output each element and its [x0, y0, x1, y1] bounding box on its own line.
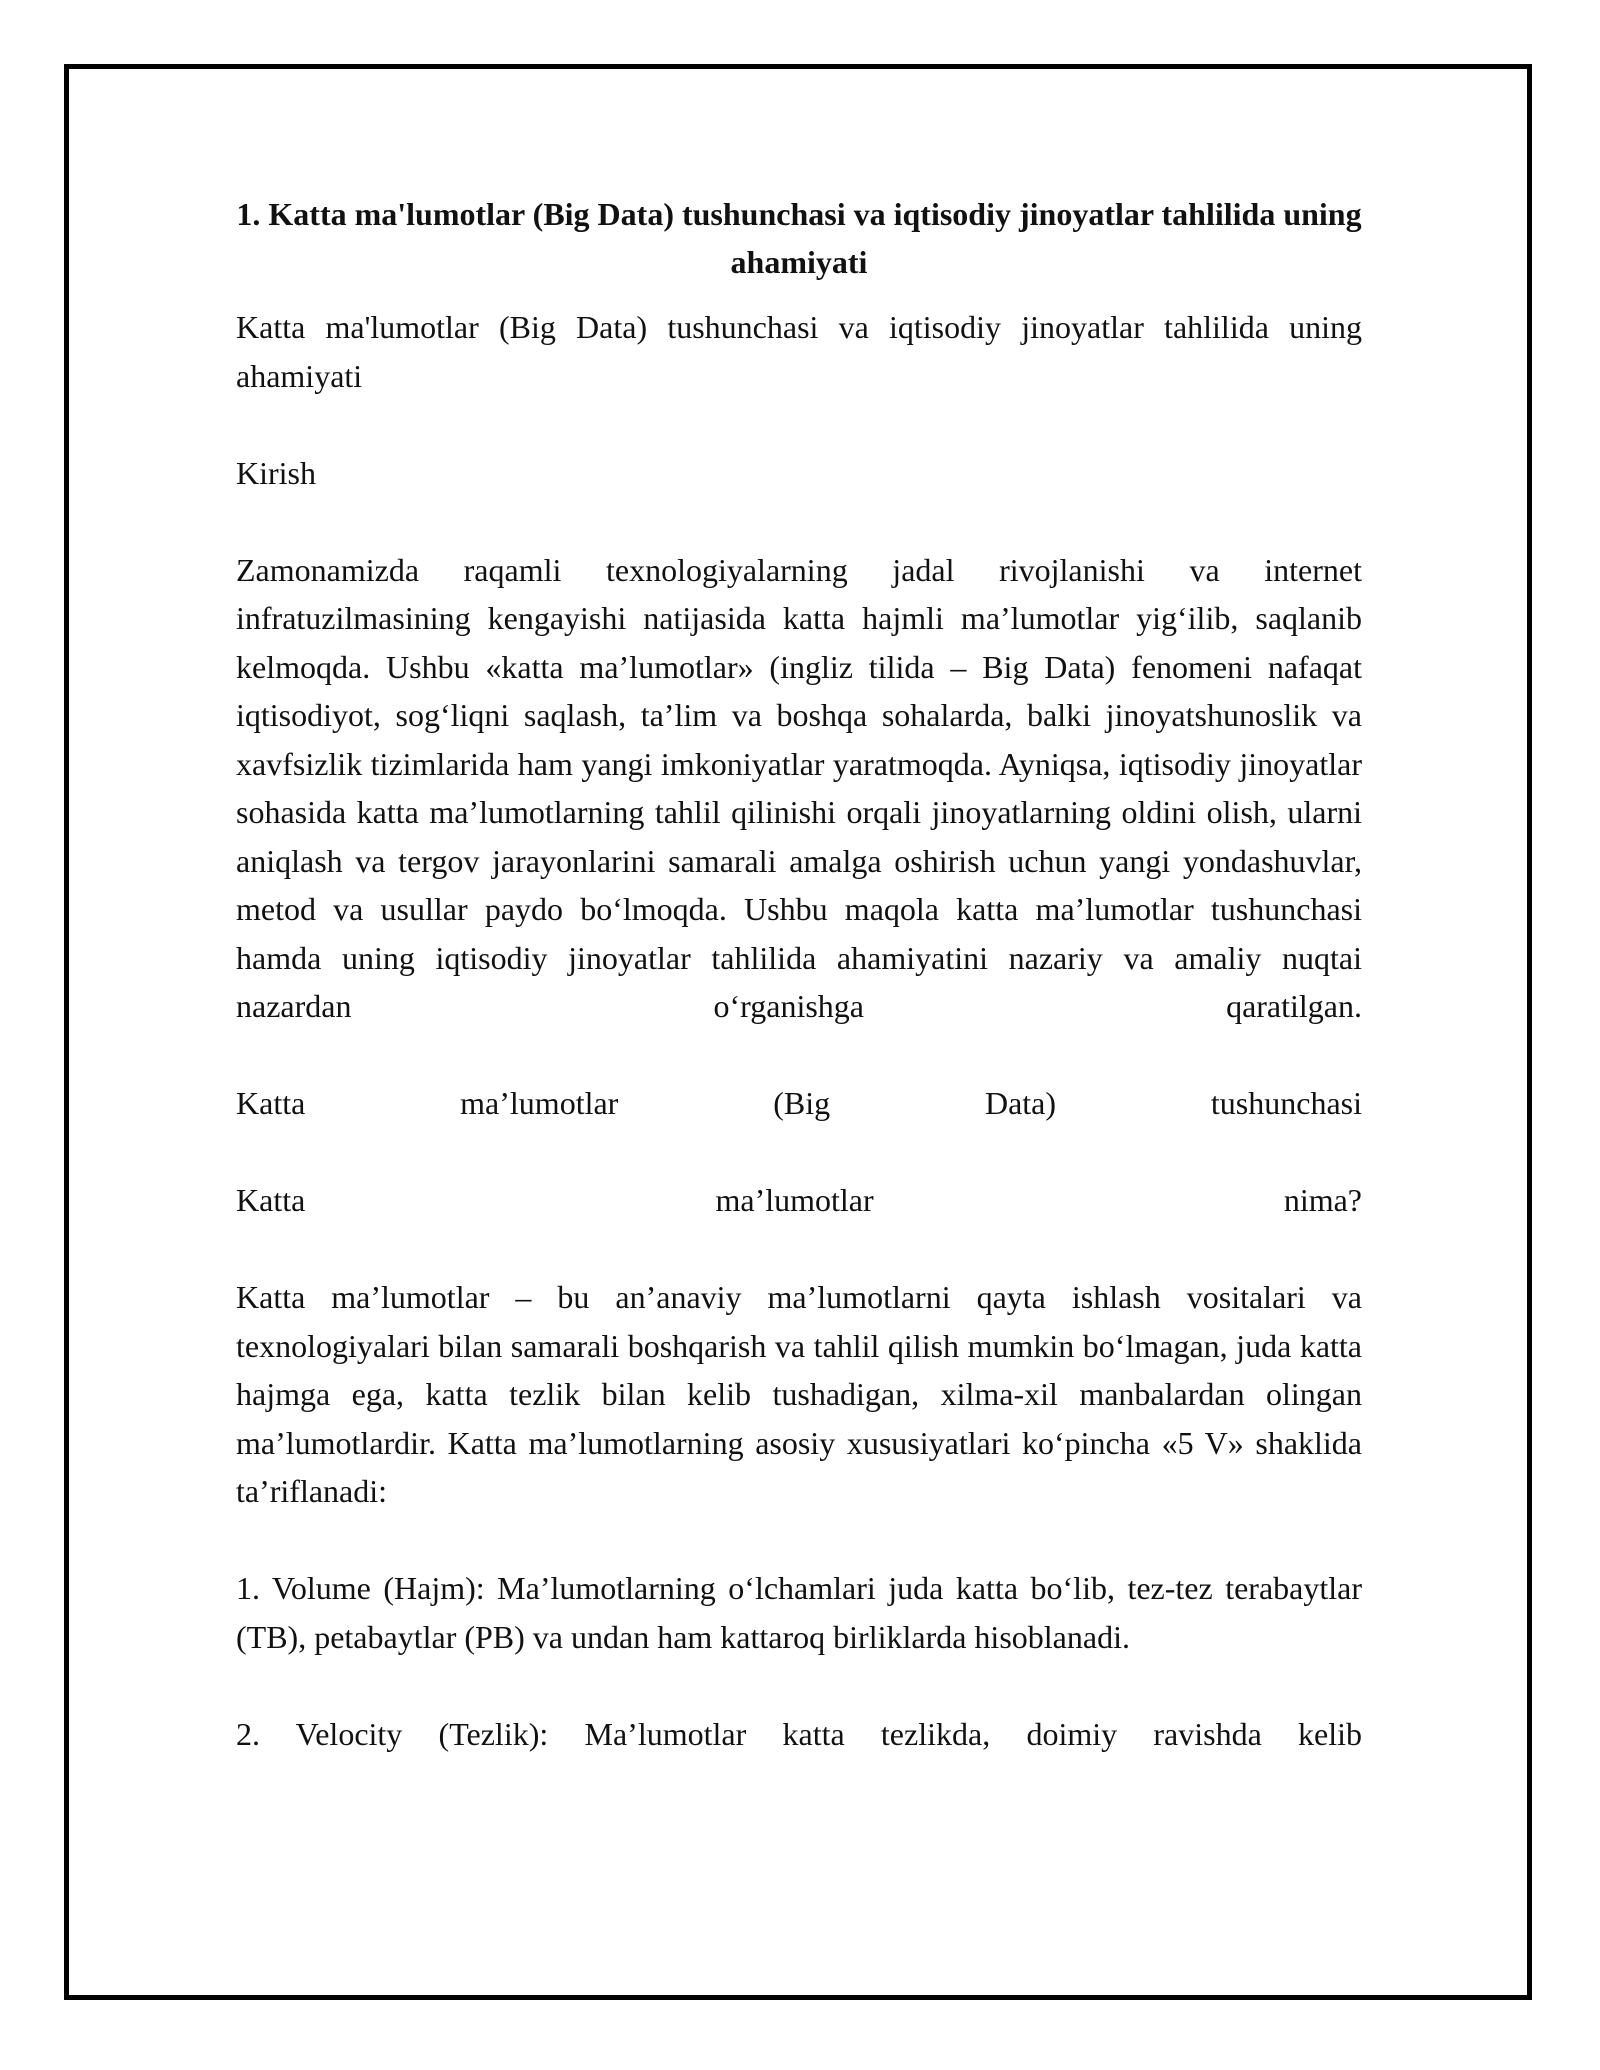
paragraph-section-heading: Katta ma’lumotlar (Big Data) tushunchasi — [236, 1085, 1362, 1121]
paragraph-velocity: 2. Velocity (Tezlik): Ma’lumotlar katta tezlikda, doimiy ravishda kelib — [236, 1715, 1362, 1752]
paragraph-kirish: Kirish — [236, 454, 316, 491]
paragraph-definition: Katta ma’lumotlar – bu an’anaviy ma’lumotlarni qayta ishlash vositalari va texnologiyalari bilan samarali boshqarish va tahlil qilish mumkin bo‘lmagan, juda katta hajmga ega, katta tezlik bilan kelib tushadigan, xilma-xil manbalardan olingan ma’lumotlardir. Katta ma’lumotlarning asosiy xususiyatlari ko‘pincha «5 V» shaklida ta’riflanadi: — [236, 1279, 1362, 1509]
document-body — [236, 190, 1362, 1807]
paragraph-volume: 1. Volume (Hajm): Ma’lumotlarning o‘lchamlari juda katta bo‘lib, tez-tez terabaytlar (TB), petabaytlar (PB) va undan ham kattaroq birliklarda hisoblanadi. — [236, 1570, 1362, 1655]
paragraph-intro: Zamonamizda raqamli texnologiyalarning jadal rivojlanishi va internet infratuzilmasining kengayishi natijasida katta hajmli ma’lumotlar yig‘ilib, saqlanib kelmoqda. Ushbu «katta ma’lumotlar» (ingliz tilida – Big Data) fenomeni nafaqat iqtisodiyot, sog‘liqni saqlash, ta’lim va boshqa sohalarda, balki jinoyatshunoslik va xavfsizlik tizimlarida ham yangi imkoniyatlar yaratmoqda. Ayniqsa, iqtisodiy jinoyatlar sohasida katta ma’lumotlarning tahlil qilinishi orqali jinoyatlarning oldini olish, ularni aniqlash va tergov jarayonlarini samarali amalga oshirish uchun yangi yondashuvlar, metod va usullar paydo bo‘lmoqda. Ushbu maqola katta ma’lumotlar tushunchasi hamda uning iqtisodiy jinoyatlar tahlilida ahamiyatini nazariy va amaliy nuqtai nazardan o‘rganishga qaratilgan. — [236, 551, 1362, 1024]
paragraph-subtitle: Katta ma'lumotlar (Big Data) tushunchasi va iqtisodiy jinoyatlar tahlilida uning ahamiyati — [236, 309, 1362, 394]
document-title: 1. Katta ma'lumotlar (Big Data) tushunchasi va iqtisodiy jinoyatlar tahlilida uning ahamiyati — [236, 196, 1362, 280]
paragraph-question: Katta ma’lumotlar nima? — [236, 1182, 1362, 1218]
